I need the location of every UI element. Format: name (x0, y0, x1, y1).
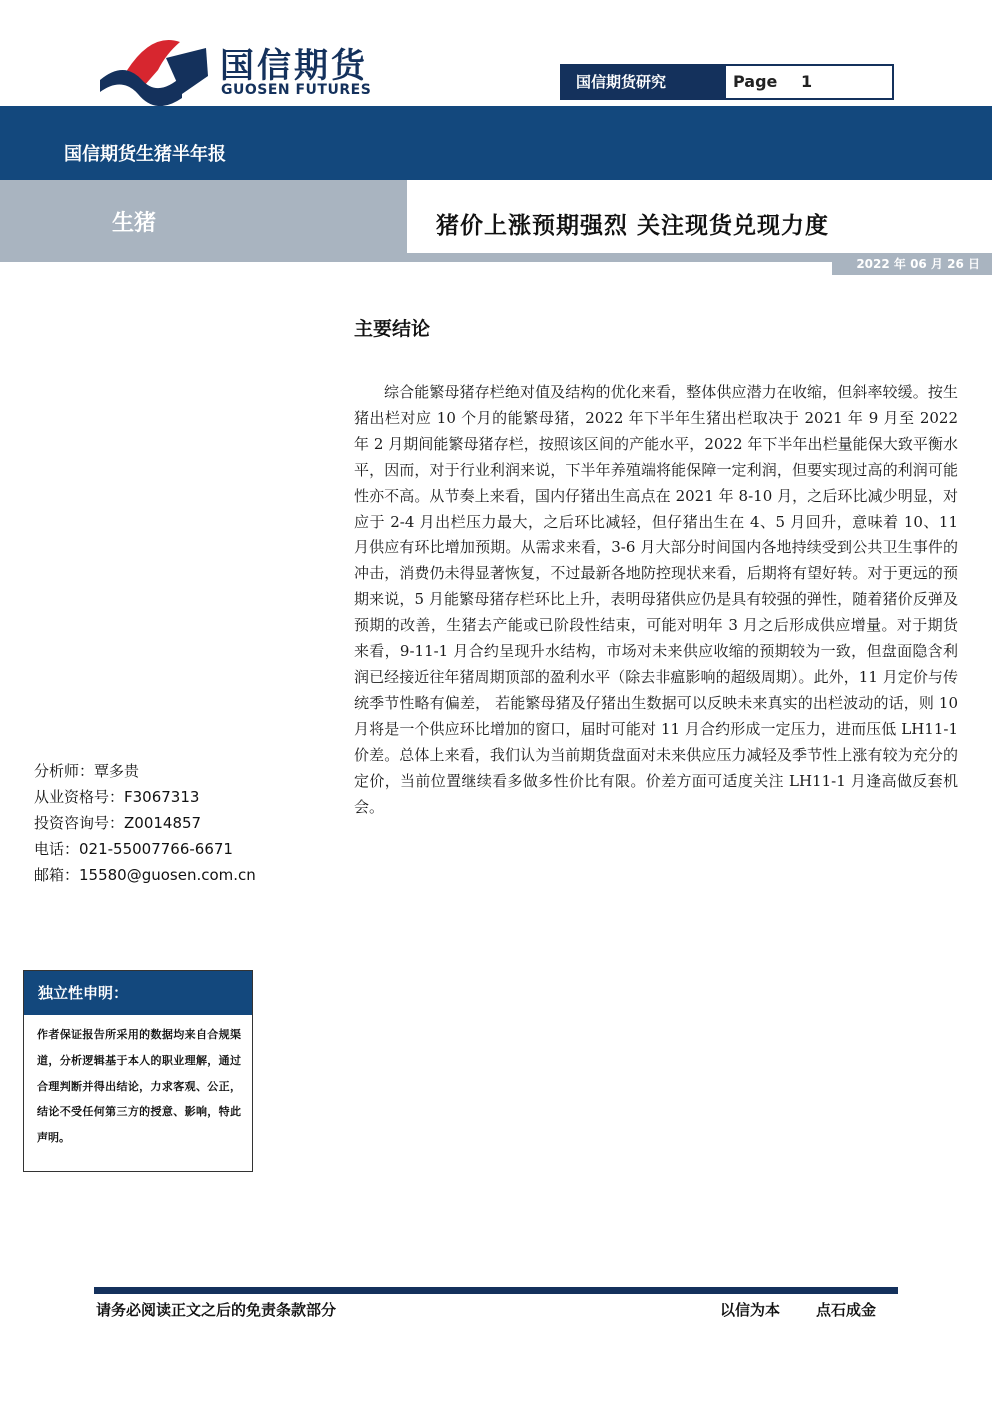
analyst-name: 分析师：覃多贵 (34, 762, 140, 780)
footer-motto-2: 点石成金 (816, 1301, 877, 1319)
footer-disclaimer: 请务必阅读正文之后的免责条款部分 (96, 1301, 337, 1319)
report-title: 猪价上涨预期强烈 关注现货兑现力度 (436, 213, 830, 239)
footer-motto-1: 以信为本 (720, 1301, 781, 1319)
analyst-info (34, 758, 304, 888)
guosen-logo (96, 36, 216, 106)
sector-label: 生猪 (112, 211, 157, 236)
analyst-phone: 电话：021-55007766-6671 (34, 840, 233, 858)
independence-text: 作者保证报告所采用的数据均来自合规渠道，分析逻辑基于本人的职业理解，通过合理判断并得出结论，力求客观、公正，结论不受任何第三方的授意、影响，特此声明。 (37, 1028, 241, 1145)
analyst-email: 邮箱：15580@guosen.com.cn (34, 866, 256, 884)
research-label: 国信期货研究 (562, 66, 726, 98)
analyst-qualification: 从业资格号：F3067313 (34, 788, 200, 806)
report-type: 国信期货生猪半年报 (64, 144, 226, 165)
logo-chinese-name: 国信期货 (220, 46, 368, 86)
footer-motto (720, 1299, 876, 1320)
logo-english-name: GUOSEN FUTURES (221, 82, 372, 98)
independence-heading: 独立性申明： (24, 971, 252, 1015)
footer-rule (94, 1287, 898, 1294)
main-conclusion-text: 综合能繁母猪存栏绝对值及结构的优化来看，整体供应潜力在收缩，但斜率较缓。按生猪出栏对应 10 个月的能繁母猪，2022 年下半年生猪出栏取决于 2021 年 9 月至 2022 年 2 月期间能繁母猪存栏，按照该区间的产能水平，2022 年下半年出栏量能保大致平衡水平，因而，对于行业利润来说，下半年养殖端将能保障一定利润，但要实现过高的利润可能性亦不高。从节奏上来看，国内仔猪出生高点在 2021 年 8-10 月，之后环比减少明显，对应于 2-4 月出栏压力最大，之后环比减轻，但仔猪出生在 4、5 月回升，意味着 10、11 月供应有环比增加预期。从需求来看，3-6 月大部分时间国内各地持续受到公共卫生事件的冲击，消费仍未得显著恢复，不过最新各地防控现状来看，后期将有望好转。对于更远的预期来说，5 月能繁母猪存栏环比上升，表明母猪供应仍是具有较强的弹性，随着猪价反弹及预期的改善，生猪去产能或已阶段性结束，可能对明年 3 月之后形成供应增量。对于期货来看，9-11-1 月合约呈现升水结构，市场对未来供应收缩的预期较为一致，但盘面隐含利润已经接近往年猪周期顶部的盈利水平（除去非瘟影响的超级周期）。此外，11 月定价与传统季节性略有偏差， 若能繁母猪及仔猪出生数据可以反映未来真实的出栏波动的话，则 10 月将是一个供应环比增加的窗口，届时可能对 11 月合约形成一定压力，进而压低 LH11-1 价差。总体上来看，我们认为当前期货盘面对未来供应压力减轻及季节性上涨有较为充分的定价，当前位置继续看多做多性价比有限。价差方面可适度关注 LH11-1 月逢高做反套机会。 (354, 383, 958, 816)
report-date: 2022 年 06 月 26 日 (832, 253, 992, 275)
section-heading: 主要结论 (354, 318, 431, 340)
page-label: Page (733, 72, 778, 91)
page-number: 1 (800, 72, 813, 91)
page-indicator (733, 66, 812, 98)
analyst-consulting-number: 投资咨询号：Z0014857 (34, 814, 202, 832)
